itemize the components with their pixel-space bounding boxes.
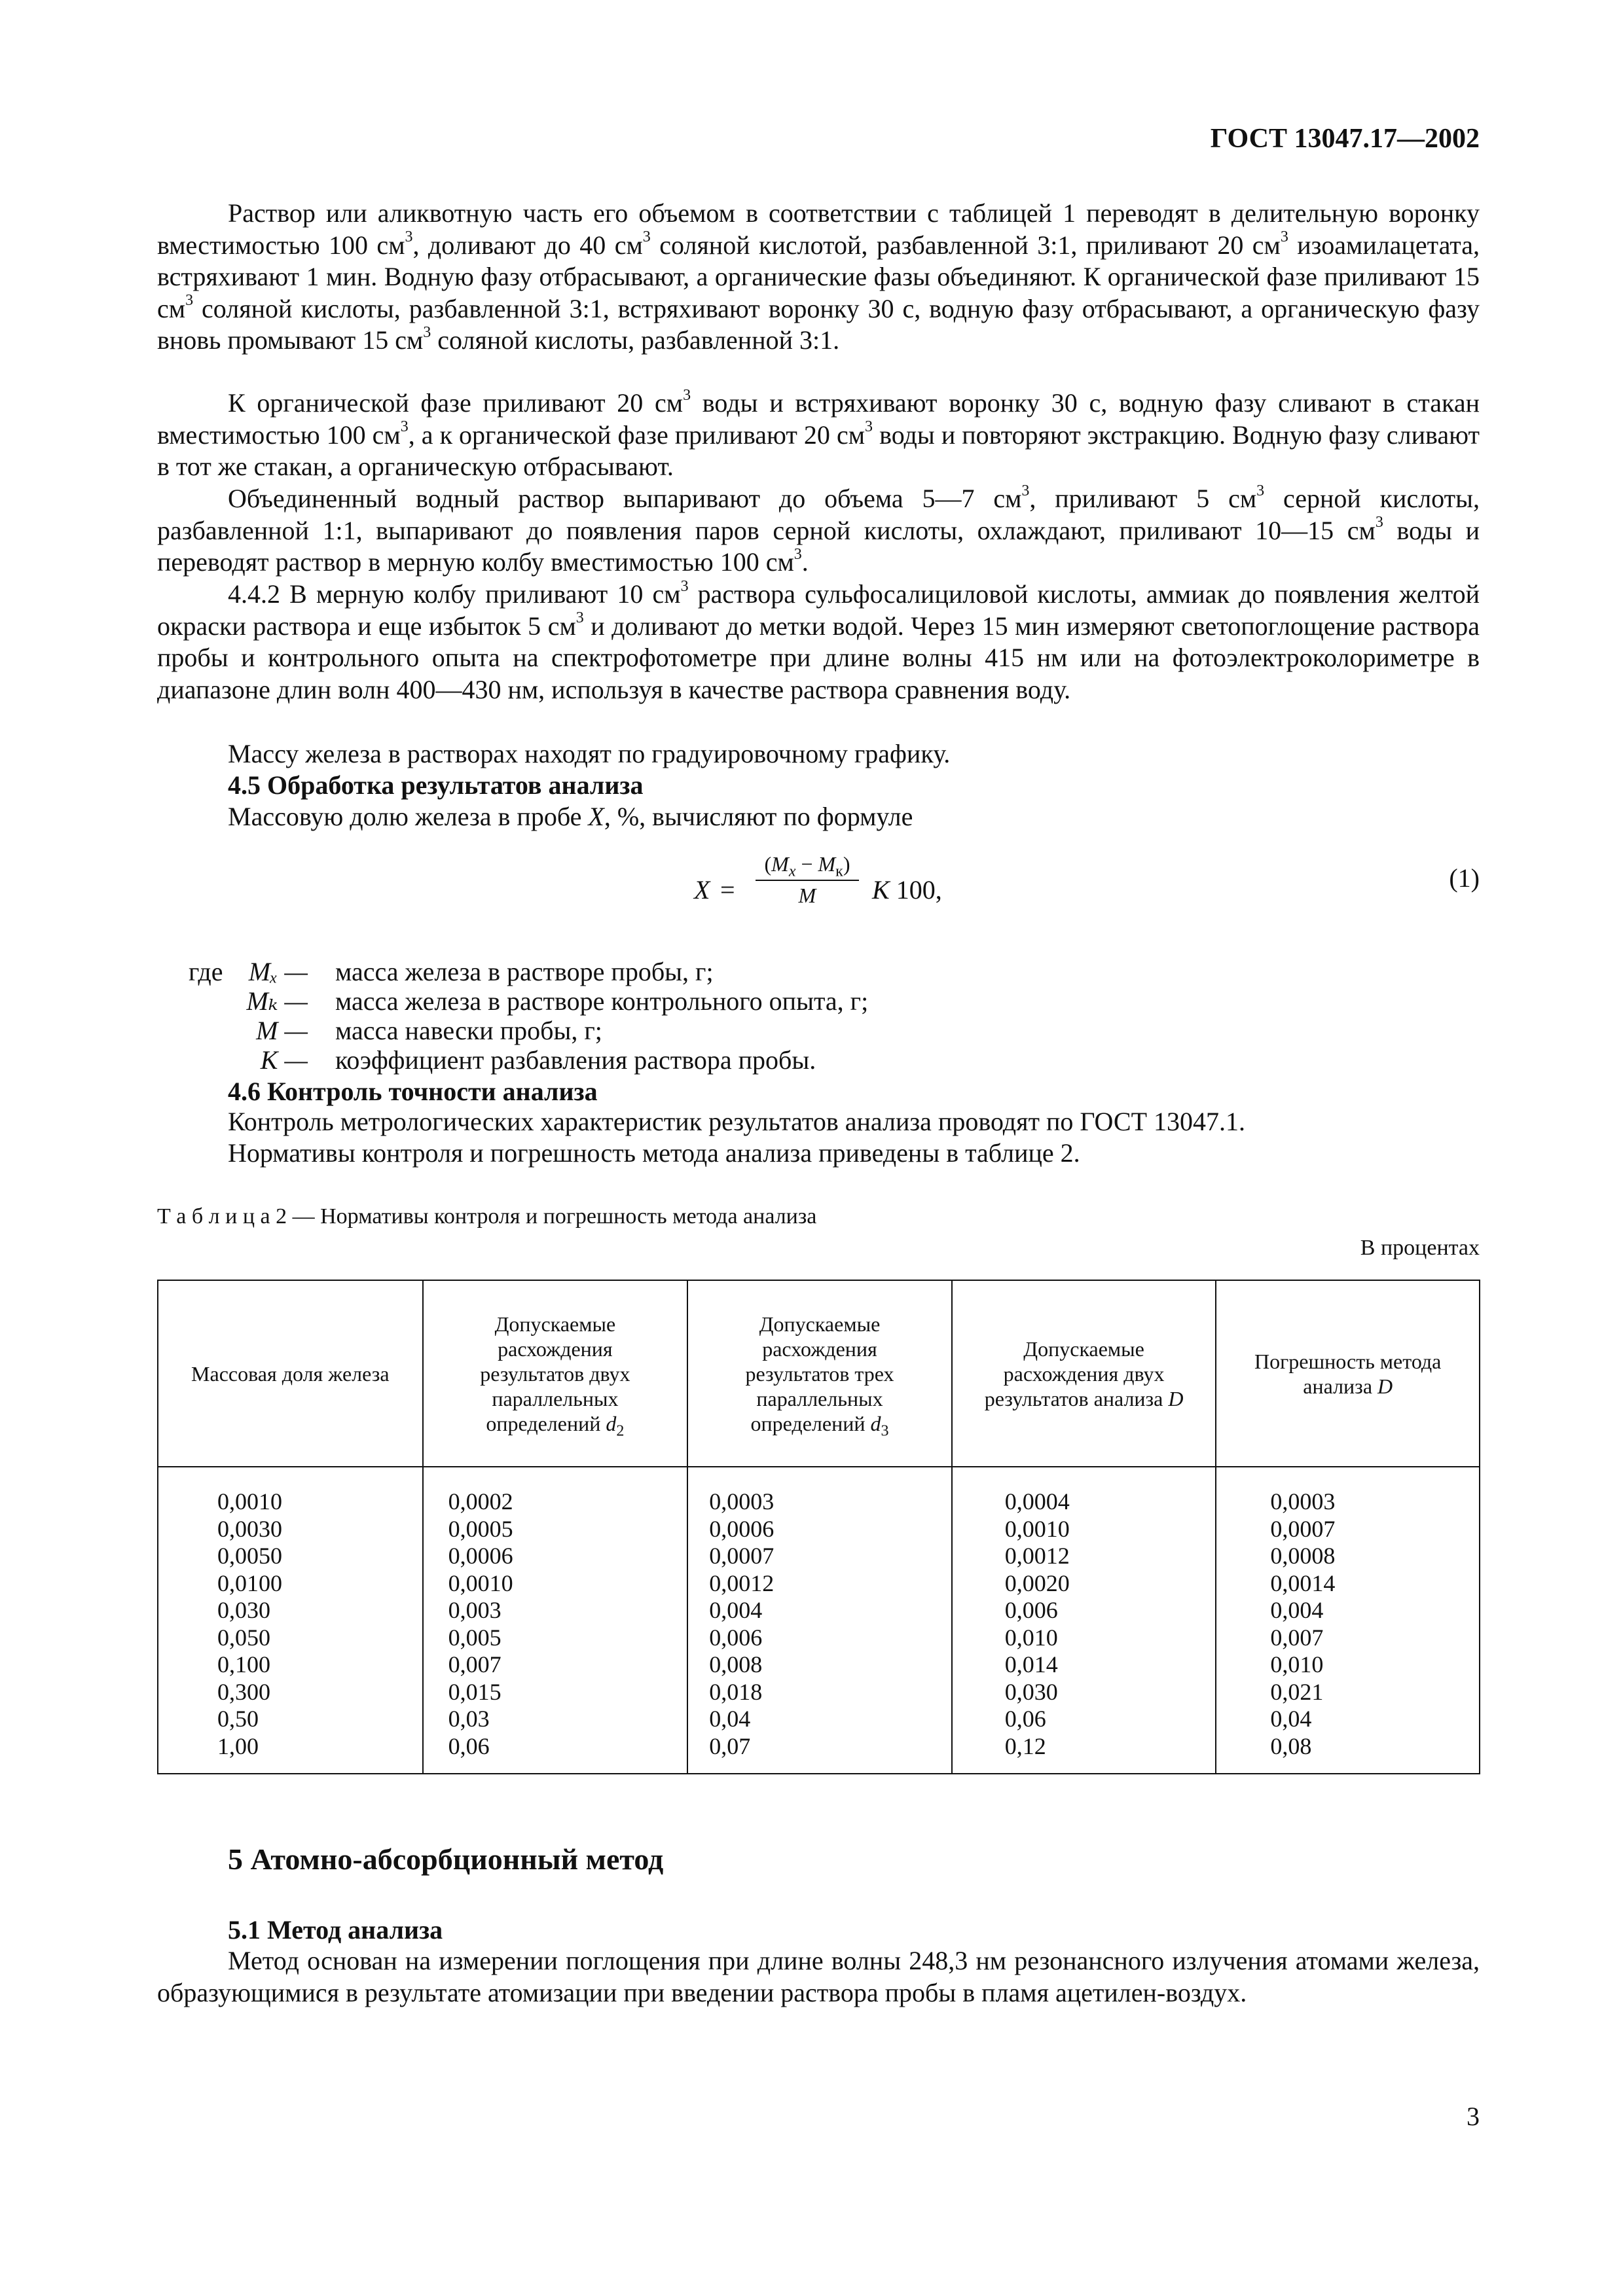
table-cell: 0,0010 xyxy=(1004,1515,1070,1542)
table-cell: 0,0007 xyxy=(1270,1515,1336,1542)
table-cell: 0,0010 xyxy=(217,1488,282,1515)
table-header-cell: Массовая доля железа xyxy=(158,1280,423,1467)
where-label: где xyxy=(189,957,223,986)
table-cell: 0,0012 xyxy=(709,1570,775,1596)
table-cell: 0,007 xyxy=(448,1651,501,1677)
table-cell: 0,0010 xyxy=(448,1570,513,1596)
formula: X = $(M_x - M_к)$ M K 100, xyxy=(694,852,942,907)
table-cell: 0,0020 xyxy=(1004,1570,1070,1596)
table-cell: 0,030 xyxy=(1004,1678,1058,1705)
paragraph: Нормативы контроля и погрешность метода анализа приведены в таблице 2. xyxy=(228,1138,1080,1168)
page-number: 3 xyxy=(1467,2102,1480,2131)
table-cell: 0,0003 xyxy=(709,1488,775,1515)
table-cell: 0,04 xyxy=(709,1706,751,1732)
table-header-cell: Допускаемые расхождения двух результатов анализа D xyxy=(952,1280,1216,1467)
table-cell: 0,0007 xyxy=(709,1543,775,1569)
table-header-cell: Допускаемые расхождения результатов трех параллельных определений $d_3$ xyxy=(687,1280,952,1467)
table-cell: 0,007 xyxy=(1270,1624,1324,1651)
data-table xyxy=(157,1280,1480,1774)
table-column-mass-fraction xyxy=(158,1467,423,1774)
table-cell: 0,100 xyxy=(217,1651,270,1677)
table-header-cell: Допускаемые расхождения результатов двух параллельных определений $d_2$ xyxy=(423,1280,688,1467)
paragraph: Объединенный водный раствор выпаривают до объема 5—7 $см^3$, приливают 5 $см^3$ серной кислоты, разбавленной 1:1, выпаривают до появления паров серной кислоты, охлаждают, приливают 10—15 $см^3$ воды и переводят раствор в мерную колбу вместимостью 100 $см^3$. xyxy=(157,482,1480,577)
table-cell: 0,04 xyxy=(1270,1706,1312,1732)
table-cell: 0,12 xyxy=(1004,1732,1046,1759)
table-cell: 0,06 xyxy=(1004,1706,1046,1732)
table-cell: 0,50 xyxy=(217,1706,259,1732)
formula-intro: Массовую долю железа в пробе X, %, вычисляют по формуле xyxy=(228,802,913,831)
section-heading: 5 Атомно-абсорбционный метод xyxy=(228,1842,664,1876)
table-cell: 0,0050 xyxy=(217,1543,282,1569)
sub-section-heading: 5.1 Метод анализа xyxy=(228,1915,443,1945)
paragraph: Контроль метрологических характеристик результатов анализа проводят по ГОСТ 13047.1. xyxy=(228,1107,1246,1136)
table-cell: 0,0030 xyxy=(217,1515,282,1542)
table-cell: 0,021 xyxy=(1270,1678,1324,1705)
table-cell: 0,050 xyxy=(217,1624,270,1651)
table-cell: 0,300 xyxy=(217,1678,270,1705)
table-cell: 0,004 xyxy=(1270,1597,1324,1623)
table-cell: 0,0005 xyxy=(448,1515,513,1542)
paragraph: К органической фазе приливают 20 $см^3$ воды и встряхивают воронку 30 с, водную фазу сливают в стакан вместимостью 100 $см^3$, а к органической фазе приливают 20 $см^3$ воды и повторяют экстракцию. Водную фазу сливают в тот же стакан, а органическую отбрасывают. xyxy=(157,386,1480,481)
table-cell: 0,0003 xyxy=(1270,1488,1336,1515)
section-heading: 4.6 Контроль точности анализа xyxy=(228,1077,598,1106)
table-cell: 0,06 xyxy=(448,1732,490,1759)
table-cell: 0,0100 xyxy=(217,1570,282,1596)
table-column-D-error xyxy=(1216,1467,1480,1774)
table-cell: 0,0012 xyxy=(1004,1543,1070,1569)
table-caption: Т а б л и ц а 2 — Нормативы контроля и погрешность метода анализа xyxy=(157,1204,817,1229)
table-cell: 0,003 xyxy=(448,1597,501,1623)
table-cell: 0,010 xyxy=(1270,1651,1324,1677)
paragraph: Метод основан на измерении поглощения при длине волны 248,3 нм резонансного излучения атомами железа, образующимися в результате атомизации при введении раствора пробы в пламя ацетилен-воздух. xyxy=(157,1946,1480,2007)
table-cell: 0,07 xyxy=(709,1732,751,1759)
table-cell: 0,004 xyxy=(709,1597,763,1623)
table-cell: 0,0006 xyxy=(448,1543,513,1569)
table-header-cell: Погрешность метода анализа D xyxy=(1216,1280,1480,1467)
table-cell: 0,008 xyxy=(709,1651,763,1677)
table-units: В процентах xyxy=(1360,1236,1480,1260)
table-row xyxy=(158,1467,1480,1774)
paragraph: Раствор или аликвотную часть его объемом в соответствии с таблицей 1 переводят в делительную воронку вместимостью 100 $см^3$, доливают до 40 $см^3$ соляной кислотой, разбавленной 3:1, приливают 20 $см^3$ изоамилацетата, встряхивают 1 мин. Водную фазу отбрасывают, а органические фазы объединяют. К органической фазе приливают 15 $см^3$ соляной кислоты, разбавленной 3:1, встряхивают воронку 30 с, водную фазу отбрасывают, а органическую фазу вновь промывают 15 $см^3$ соляной кислоты, разбавленной 3:1. xyxy=(157,198,1480,355)
formula-number: (1) xyxy=(1449,863,1480,893)
table-cell: 1,00 xyxy=(217,1732,259,1759)
table-cell: 0,014 xyxy=(1004,1651,1058,1677)
table-cell: 0,0006 xyxy=(709,1515,775,1542)
document-page: ГОСТ 13047.17—2002 Раствор или аликвотную часть его объемом в соответствии с таблицей 1 переводят в делительную воронку вместимостью 100 $см^3$, доливают до 40 $см^3$ соляной кислотой, разбавленной 3:1, приливают 20 $см^3$ изоамилацетата, встряхивают 1 мин. Водную фазу отбрасывают, а органические фазы объединяют. К органической фазе приливают 15 $см^3$ соляной кислоты, разбавленной 3:1, встряхивают воронку 30 с, водную фазу отбрасывают, а органическую фазу вновь промывают 15 $см^3$ соляной кислоты, разбавленной 3:1. К органической фазе приливают 20 $см^3$ воды и встряхивают воронку 30 с, водную фазу сливают в стакан вместимостью 100 $см^3$, а к органической фазе приливают 20 $см^3$ воды и повторяют экстракцию. Водную фазу сливают в тот же стакан, а органическую отбрасывают. Объединенный водный раствор выпаривают до объема 5—7 $см^3$, приливают 5 $см^3$ серной кислоты, разбавленной 1:1, выпаривают до появления паров серной кислоты, охлаждают, приливают 10—15 $см^3$ воды и переводят раствор в мерную колбу вместимостью 100 $см^3$. 4.4.2 В мерную колбу приливают 10 $см^3$ раствора сульфосалициловой кислоты, аммиак до появления желтой окраски раствора и еще избыток 5 $см^3$ и доливают до метки водой. Через 15 мин измеряют светопоглощение раствора пробы и контрольного опыта на спектрофотометре при длине волны 415 нм или на фотоэлектроколориметре в диапазоне длин волн 400—430 нм, используя в качестве раствора сравнения воду. Массу железа в растворах находят по градуировочному графику. 4.5 Обработка результатов анализа Массовую долю железа в пробе X, %, вычисляют по формуле X = $(M_x - M_к)$ M K 100, (1) где Mₓ — масса железа в растворе пробы, г; Mₖ — масса железа в растворе контрольного опыта, г; M — масса навески пробы, г; K — коэффициент разбавления раствора пробы. 4.6 Контроль точности анализа Контроль метрологических характеристик результатов анализа проводят по ГОСТ 13047.1. Нормативы контроля и погрешность метода анализа приведены в таблице 2. Т а б л и ц а 2 — Нормативы контроля и погрешность метода анализа В процентах Массовая доля железа Допускаемые расхождения результатов двух параллельных определений $d_2$ Допускаемые расхождения результатов трех параллельных определений $d_3$ Допускаемые расхождения двух результатов анализа D Погрешность метода анализа D 0,0010 0,0030 0,0050 0,0100 0,030 0,050 0,100 0,300 0,50 1,00 0,0002 0,0005 0,0006 0,0010 0,003 0,005 0,007 0,015 0,03 0,06 0,0003 0,0006 0,0007 0,0012 0,004 0,006 0,008 0,018 0,04 0,07 0,0004 0,0010 0,0012 0,0020 0,006 0,010 0,014 0,030 0,06 0,12 0,0003 0,0007 0,0008 0,0014 0,004 0,007 0,010 0,021 0,04 0,08 5 Атомно-абсорбционный метод 5.1 Метод анализа Метод основан на измерении поглощения при длине волны 248,3 нм резонансного излучения атомами железа, образующимися в результате атомизации при введении раствора пробы в пламя ацетилен-воздух. 3 xyxy=(157,124,1480,2131)
table-cell: 0,0008 xyxy=(1270,1543,1336,1569)
paragraph: 4.4.2 В мерную колбу приливают 10 $см^3$ раствора сульфосалициловой кислоты, аммиак до появления желтой окраски раствора и еще избыток 5 $см^3$ и доливают до метки водой. Через 15 мин измеряют светопоглощение раствора пробы и контрольного опыта на спектрофотометре при длине волны 415 нм или на фотоэлектроколориметре в диапазоне длин волн 400—430 нм, используя в качестве раствора сравнения воду. xyxy=(157,577,1480,704)
table-cell: 0,018 xyxy=(709,1678,763,1705)
table-cell: 0,03 xyxy=(448,1706,490,1732)
section-heading: 4.5 Обработка результатов анализа xyxy=(228,770,644,800)
table-cell: 0,010 xyxy=(1004,1624,1058,1651)
table-cell: 0,006 xyxy=(1004,1597,1058,1623)
table-cell: 0,005 xyxy=(448,1624,501,1651)
table-column-d2 xyxy=(423,1467,688,1774)
table-cell: 0,08 xyxy=(1270,1732,1312,1759)
document-header-id: ГОСТ 13047.17—2002 xyxy=(1210,124,1480,154)
table-column-D-results xyxy=(952,1467,1216,1774)
paragraph: Массу железа в растворах находят по градуировочному графику. xyxy=(228,739,951,768)
table-cell: 0,0004 xyxy=(1004,1488,1070,1515)
table-cell: 0,0014 xyxy=(1270,1570,1336,1596)
table-cell: 0,0002 xyxy=(448,1488,513,1515)
table-cell: 0,015 xyxy=(448,1678,501,1705)
table-cell: 0,030 xyxy=(217,1597,270,1623)
table-cell: 0,006 xyxy=(709,1624,763,1651)
table-column-d3 xyxy=(687,1467,952,1774)
